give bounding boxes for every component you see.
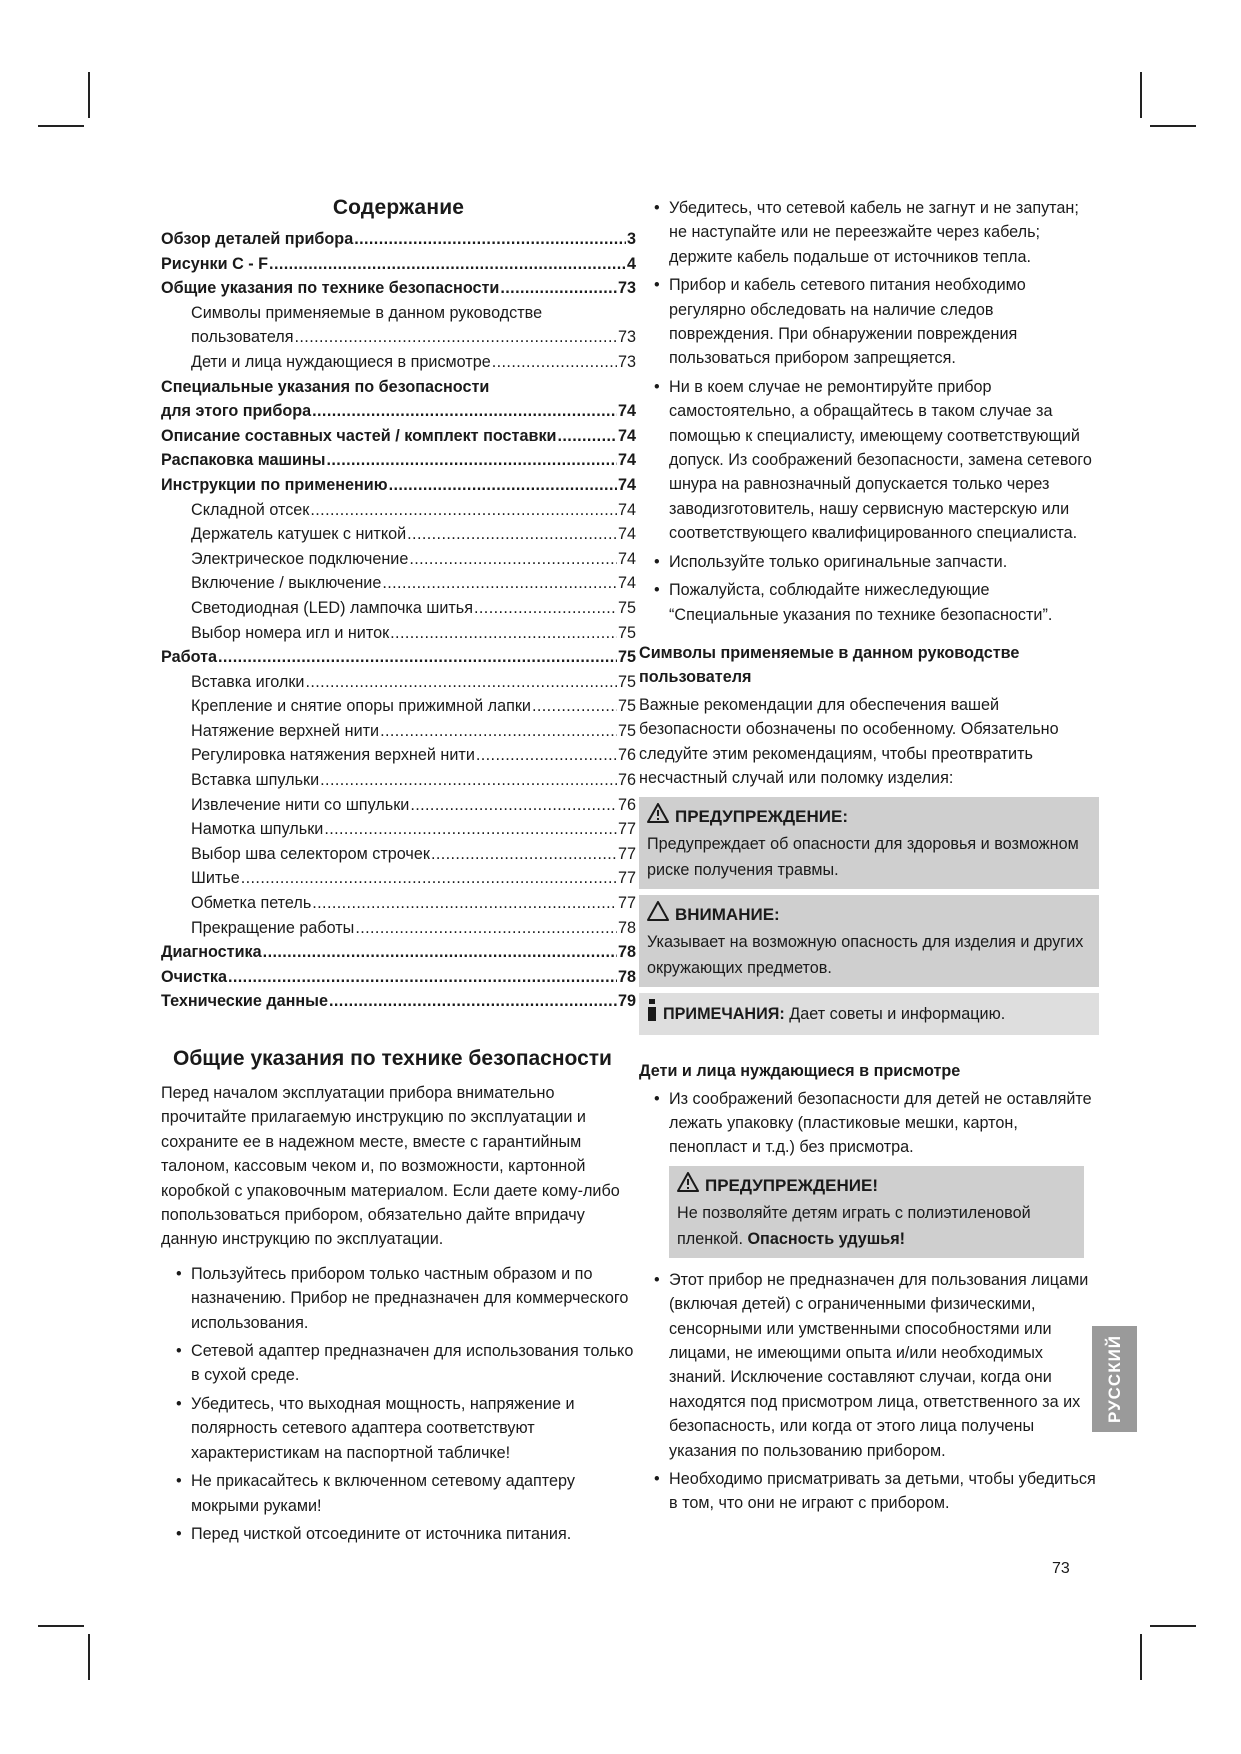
caution-box <box>639 895 1099 987</box>
toc-entry[interactable]: Технические данные ..... 79 <box>161 992 636 1017</box>
toc-entry[interactable]: Обзор деталей прибора ..... 3 <box>161 230 636 255</box>
crop-mark <box>88 1634 90 1680</box>
toc-entry[interactable]: Извлечение нити со шпульки ..... 76 <box>161 796 636 821</box>
safety-intro: Перед началом эксплуатации прибора внимательно прочитайте прилагаемую инструкцию по эксплуатации и сохраните ее в надежном месте, вместе с гарантийным талоном, кассовым чеком и, по возможности, картонной коробкой с упаковочным материалом. Если даете кому-либо попользоваться прибором, обязательно дайте впридачу данную инструкцию по эксплуатации. <box>161 1084 620 1249</box>
children-warning-box <box>669 1166 1084 1258</box>
list-item: • Перед чисткой отсоедините от источника питания. <box>176 1524 572 1543</box>
page-number: 73 <box>1052 1560 1070 1577</box>
list-item: • Убедитесь, что выходная мощность, напряжение и полярность сетевого адаптера соответствуют характеристикам на паспортной табличке! <box>176 1394 575 1462</box>
list-item: • Не прикасайтесь к включенном сетевому адаптеру мокрыми руками! <box>176 1472 575 1515</box>
toc-entry[interactable]: Вставка шпульки ..... 76 <box>161 771 636 796</box>
list-item: • Пожалуйста, соблюдайте нижеследующие “Специальные указания по технике безопасности”. <box>654 581 1053 624</box>
safety-bullet-list-continued <box>639 196 1099 627</box>
toc-entry[interactable]: Дети и лица нуждающиеся в присмотре ..... 73 <box>161 353 636 378</box>
symbols-title: Символы применяемые в данном руководстве пользователя <box>639 643 1020 686</box>
toc-entry[interactable]: Распаковка машины ..... 74 <box>161 451 636 476</box>
warning-triangle-icon <box>677 1172 699 1200</box>
toc-entry[interactable]: Вставка иголки ..... 75 <box>161 673 636 698</box>
crop-mark <box>38 1625 84 1627</box>
crop-mark <box>38 125 84 127</box>
toc-entry[interactable]: Очистка ..... 78 <box>161 968 636 993</box>
crop-mark <box>1150 1625 1196 1627</box>
info-icon <box>647 999 657 1029</box>
toc-entry[interactable]: для этого прибора ..... 74 <box>161 402 636 427</box>
list-item: • Сетевой адаптер предназначен для использования только в сухой среде. <box>176 1342 634 1385</box>
toc-entry[interactable]: Диагностика ..... 78 <box>161 943 636 968</box>
left-column <box>161 196 636 1550</box>
warning-label: ПРЕДУПРЕЖДЕНИЕ: <box>675 806 848 826</box>
toc-entry[interactable]: Держатель катушек с ниткой ..... 74 <box>161 525 636 550</box>
toc-entry[interactable]: Шитье ..... 77 <box>161 869 636 894</box>
caution-label: ВНИМАНИЕ: <box>675 904 780 924</box>
warning-box <box>639 797 1099 889</box>
safety-bullet-list <box>161 1262 636 1546</box>
toc-entry[interactable]: Намотка шпульки ..... 77 <box>161 820 636 845</box>
toc-entry[interactable]: Рисунки C - F ..... 4 <box>161 255 636 280</box>
symbols-text: Важные рекомендации для обеспечения вашей безопасности обозначены по особенному. Обязательно следуйте этим рекомендациям, чтобы преотвратить несчастный случай или поломку изделия: <box>639 695 1059 788</box>
toc-entry[interactable]: Работа ..... 75 <box>161 648 636 673</box>
list-item: • Ни в коем случае не ремонтируйте прибор самостоятельно, а обращайтесь в таком случае за помощью к специалисту, имеющему соответствующий допуск. Из соображений безопасности, замена сетевого шнура на равнозначный допускается только через заводизготовитель, нашу сервисную мастерскую или соответствующего квалифицированного специалиста. <box>654 377 1092 543</box>
children-bullet-list <box>639 1087 1099 1160</box>
note-box <box>639 993 1099 1035</box>
toc-entry[interactable]: Натяжение верхней нити ..... 75 <box>161 722 636 747</box>
table-of-contents <box>161 230 636 1017</box>
toc-entry[interactable]: Крепление и снятие опоры прижимной лапки ..... 75 <box>161 697 636 722</box>
language-tab: РУССКИЙ <box>1092 1326 1137 1432</box>
toc-title: Содержание <box>332 196 465 219</box>
note-label: ПРИМЕЧАНИЯ: <box>663 1004 785 1023</box>
children-title: Дети и лица нуждающиеся в присмотре <box>639 1061 961 1080</box>
toc-entry[interactable]: пользователя ..... 73 <box>161 328 636 353</box>
toc-entry[interactable]: Электрическое подключение ..... 74 <box>161 550 636 575</box>
toc-entry[interactable]: Складной отсек ..... 74 <box>161 501 636 526</box>
crop-mark <box>1140 1634 1142 1680</box>
list-item: • Необходимо присматривать за детьми, чтобы убедиться в том, что они не играют с прибором. <box>654 1470 1096 1513</box>
toc-entry[interactable]: Обметка петель ..... 77 <box>161 894 636 919</box>
toc-entry[interactable]: Общие указания по технике безопасности ..... 73 <box>161 279 636 304</box>
toc-entry[interactable]: Описание составных частей / комплект поставки ..... 74 <box>161 427 636 452</box>
toc-entry[interactable]: Включение / выключение ..... 74 <box>161 574 636 599</box>
list-item: • Используйте только оригинальные запчасти. <box>654 552 1008 571</box>
children-bullet-list-2 <box>639 1268 1099 1516</box>
children-warning-text: Не позволяйте детям играть с полиэтиленовой пленкой. <box>677 1203 1031 1248</box>
warning-triangle-icon <box>647 901 669 929</box>
right-column <box>639 196 1099 1520</box>
safety-section-title: Общие указания по технике безопасности <box>173 1047 612 1070</box>
toc-entry[interactable]: Прекращение работы ..... 78 <box>161 919 636 944</box>
caution-text: Указывает на возможную опасность для изделия и других окружающих предметов. <box>647 932 1084 977</box>
list-item: • Пользуйтесь прибором только частным образом и по назначению. Прибор не предназначен для коммерческого использования. <box>176 1264 629 1332</box>
toc-entry[interactable]: Символы применяемые в данном руководстве <box>191 303 543 322</box>
list-item: • Из соображений безопасности для детей не оставляйте лежать упаковку (пластиковые мешки, картон, пенопласт и т.д.) без присмотра. <box>654 1089 1092 1157</box>
toc-entry[interactable]: Инструкции по применению ..... 74 <box>161 476 636 501</box>
toc-entry[interactable]: Регулировка натяжения верхней нити ..... 76 <box>161 746 636 771</box>
warning-text: Предупреждает об опасности для здоровья и возможном риске получения травмы. <box>647 834 1079 879</box>
list-item: • Этот прибор не предназначен для пользования лицами (включая детей) с ограниченными физическими, сенсорными или умственными способностями или лицами, не имеющими опыта и/или необходимых знаний. Исключение составляют случаи, когда они находятся под присмотром лица, ответственного за их безопасность, или когда от этого лица получены указания по пользованию прибором. <box>654 1270 1089 1460</box>
children-warning-label: ПРЕДУПРЕЖДЕНИЕ! <box>705 1175 878 1195</box>
toc-entry[interactable]: Выбор шва селектором строчек ..... 77 <box>161 845 636 870</box>
crop-mark <box>88 72 90 118</box>
list-item: • Прибор и кабель сетевого питания необходимо регулярно обследовать на наличие следов повреждения. При обнаружении повреждения пользоваться прибором запрещяется. <box>654 276 1026 368</box>
crop-mark <box>1140 72 1142 118</box>
list-item: • Убедитесь, что сетевой кабель не загнут и не запутан; не наступайте или не переезжайте через кабель; держите кабель подальше от источников тепла. <box>654 199 1079 266</box>
toc-entry[interactable]: Выбор номера игл и ниток ..... 75 <box>161 624 636 649</box>
toc-entry[interactable]: Светодиодная (LED) лампочка шитья ..... 75 <box>161 599 636 624</box>
warning-triangle-icon <box>647 803 669 831</box>
crop-mark <box>1150 125 1196 127</box>
children-warning-bold: Опасность удушья! <box>747 1229 906 1248</box>
note-text: Дает советы и информацию. <box>784 1004 1006 1023</box>
toc-entry[interactable]: Специальные указания по безопасности <box>161 377 490 396</box>
